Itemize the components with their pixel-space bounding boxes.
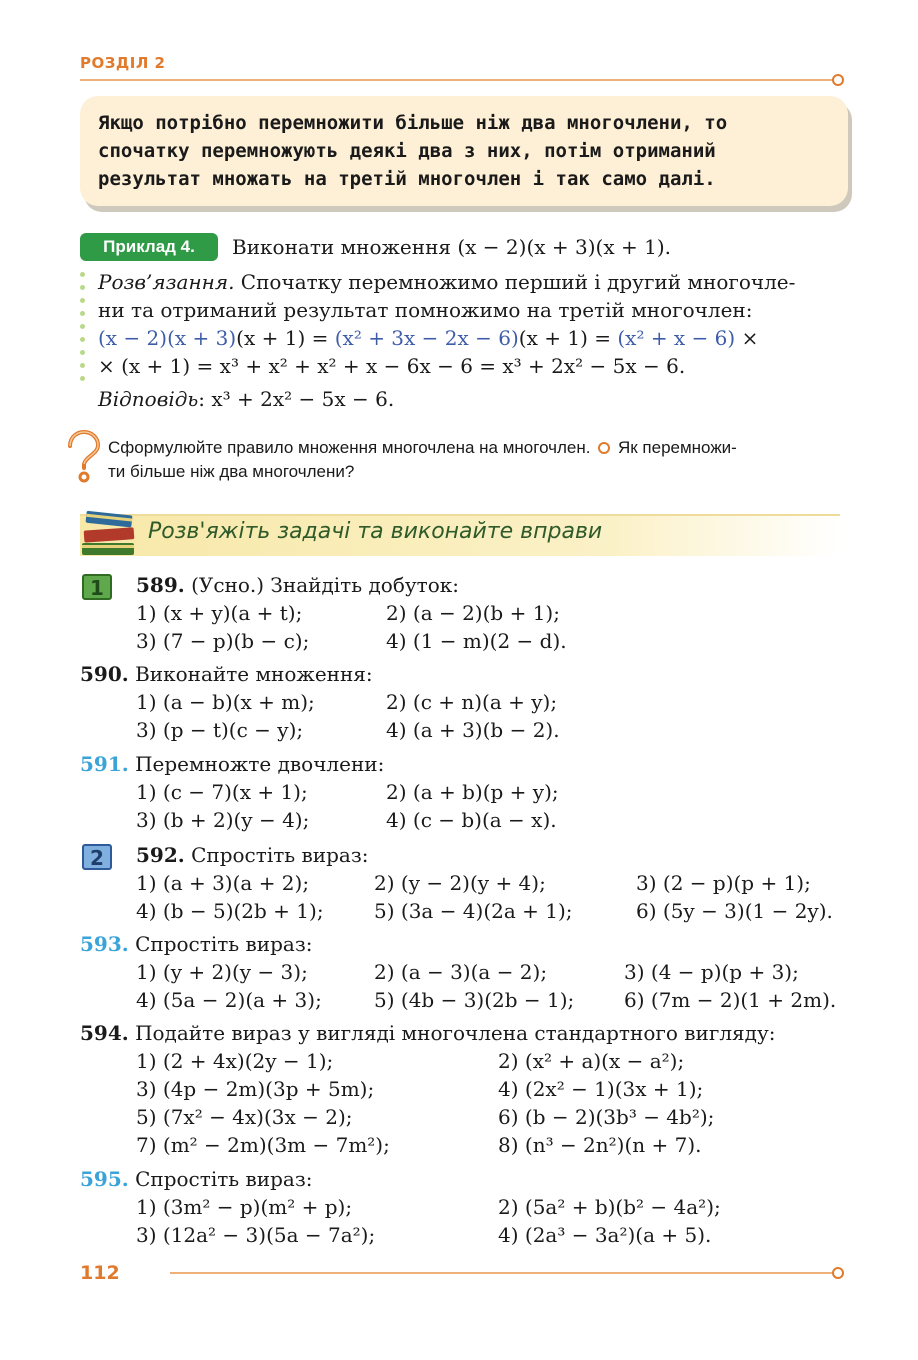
exercise-item: 5) (7x² − 4x)(3x − 2);	[136, 1105, 353, 1129]
exercise-number: 592.	[136, 843, 185, 867]
exercise-number: 595.	[80, 1167, 129, 1191]
page-number: 112	[80, 1262, 120, 1284]
exercise-title	[80, 932, 313, 956]
exercise-item: 7) (m² − 2m)(3m − 7m²);	[136, 1133, 390, 1157]
header-divider	[80, 79, 834, 81]
exercise-item: 1) (a + 3)(a + 2);	[136, 871, 310, 895]
question-text: Сформулюйте правило множення многочлена на многочлен.	[108, 438, 591, 457]
answer-label: Відповідь	[98, 387, 199, 411]
solution-text: Спочатку перемножимо перший і другий многочле-	[234, 270, 796, 294]
exercise-text: Перемножте двочлени:	[128, 752, 385, 776]
exercise-item: 4) (2x² − 1)(3x + 1);	[498, 1077, 704, 1101]
section-label: РОЗДІЛ 2	[80, 54, 166, 72]
exercise-title	[80, 662, 373, 686]
exercise-title	[80, 752, 384, 776]
exercise-item: 4) (5a − 2)(a + 3);	[136, 988, 322, 1012]
exercise-title	[80, 1167, 313, 1191]
exercise-title	[80, 1021, 775, 1045]
expr-part: ×	[735, 326, 759, 350]
exercise-text: Спростіть вираз:	[128, 1167, 313, 1191]
exercise-item: 2) (a − 2)(b + 1);	[386, 601, 560, 625]
exercise-text: Спростіть вираз:	[184, 843, 369, 867]
exercise-text: Подайте вираз у вигляді многочлена стандартного вигляду:	[128, 1021, 776, 1045]
question-line-2: ти більше ніж два многочлени?	[108, 462, 355, 481]
exercise-number: 594.	[80, 1021, 129, 1045]
exercise-item: 4) (2a³ − 3a²)(a + 5).	[498, 1223, 712, 1247]
solution-line-1	[98, 270, 795, 294]
exercise-item: 3) (4 − p)(p + 3);	[624, 960, 799, 984]
exercise-item: 5) (4b − 3)(2b − 1);	[374, 988, 575, 1012]
footer-divider	[170, 1272, 834, 1274]
solution-dots	[80, 272, 86, 389]
exercise-title	[136, 843, 369, 867]
expr-part: (x + 1) =	[518, 326, 618, 350]
exercise-item: 2) (a − 3)(a − 2);	[374, 960, 548, 984]
exercise-text: (Усно.) Знайдіть добуток:	[184, 573, 459, 597]
exercise-item: 1) (3m² − p)(m² + p);	[136, 1195, 353, 1219]
solution-label: Розв’язання.	[98, 270, 235, 294]
footer-ring-icon	[832, 1267, 844, 1279]
exercise-item: 1) (a − b)(x + m);	[136, 690, 315, 714]
example-badge: Приклад 4.	[80, 233, 218, 261]
expr-part: (x² + x − 6)	[617, 326, 736, 350]
rule-line: Якщо потрібно перемножити більше ніж два многочлени, то	[98, 112, 728, 134]
exercise-item: 4) (c − b)(a − x).	[386, 808, 557, 832]
exercise-text: Спростіть вираз:	[128, 932, 313, 956]
exercise-item: 2) (c + n)(a + y);	[386, 690, 558, 714]
header-ring-icon	[832, 74, 844, 86]
rule-line: спочатку перемножують деякі два з них, потім отриманий	[98, 140, 716, 162]
exercise-item: 2) (a + b)(p + y);	[386, 780, 559, 804]
exercise-item: 1) (2 + 4x)(2y − 1);	[136, 1049, 334, 1073]
exercise-item: 4) (1 − m)(2 − d).	[386, 629, 567, 653]
answer-value: : x³ + 2x² − 5x − 6.	[198, 387, 395, 411]
solution-line-3	[98, 326, 758, 350]
ring-bullet-icon	[598, 442, 610, 454]
exercise-item: 2) (5a² + b)(b² − 4a²);	[498, 1195, 721, 1219]
rule-line: результат множать на третій многочлен і так само далі.	[98, 168, 716, 190]
expr-part: (x² + 3x − 2x − 6)	[334, 326, 519, 350]
exercise-number: 593.	[80, 932, 129, 956]
question-mark-icon	[62, 430, 102, 489]
exercise-item: 3) (4p − 2m)(3p + 5m);	[136, 1077, 375, 1101]
exercise-item: 3) (2 − p)(p + 1);	[636, 871, 811, 895]
level-2-icon: 2	[82, 844, 112, 870]
exercise-item: 4) (a + 3)(b − 2).	[386, 718, 560, 742]
solution-line-2: ни та отриманий результат помножимо на третій многочлен:	[98, 298, 753, 322]
exercise-title	[136, 573, 459, 597]
question-text: Як перемножи-	[617, 438, 737, 457]
exercise-item: 2) (x² + a)(x − a²);	[498, 1049, 685, 1073]
exercise-item: 3) (12a² − 3)(5a − 7a²);	[136, 1223, 376, 1247]
exercise-item: 1) (y + 2)(y − 3);	[136, 960, 308, 984]
exercise-item: 1) (c − 7)(x + 1);	[136, 780, 308, 804]
exercise-item: 2) (y − 2)(y + 4);	[374, 871, 546, 895]
exercise-item: 3) (p − t)(c − y);	[136, 718, 304, 742]
exercise-item: 1) (x + y)(a + t);	[136, 601, 303, 625]
exercise-number: 591.	[80, 752, 129, 776]
question-line-1	[108, 436, 737, 460]
exercise-item: 6) (b − 2)(3b³ − 4b²);	[498, 1105, 715, 1129]
exercise-item: 6) (7m − 2)(1 + 2m).	[624, 988, 837, 1012]
solution-line-4: × (x + 1) = x³ + x² + x² + x − 6x − 6 = x³ + 2x² − 5x − 6.	[98, 354, 686, 378]
exercise-item: 6) (5y − 3)(1 − 2y).	[636, 899, 833, 923]
rule-box	[80, 96, 848, 206]
exercise-item: 3) (7 − p)(b − c);	[136, 629, 310, 653]
expr-part: (x + 1) =	[236, 326, 335, 350]
exercise-number: 590.	[80, 662, 129, 686]
exercise-number: 589.	[136, 573, 185, 597]
exercise-text: Виконайте множення:	[128, 662, 373, 686]
level-1-icon: 1	[82, 574, 112, 600]
exercise-item: 3) (b + 2)(y − 4);	[136, 808, 310, 832]
banner-title: Розв'яжіть задачі та виконайте вправи	[148, 519, 603, 544]
books-icon	[78, 505, 142, 564]
exercise-item: 5) (3a − 4)(2a + 1);	[374, 899, 573, 923]
answer-line	[98, 387, 394, 411]
expr-part: (x − 2)(x + 3)	[98, 326, 237, 350]
exercise-item: 8) (n³ − 2n²)(n + 7).	[498, 1133, 702, 1157]
example-task: Виконати множення (x − 2)(x + 3)(x + 1).	[232, 235, 671, 259]
exercise-item: 4) (b − 5)(2b + 1);	[136, 899, 324, 923]
